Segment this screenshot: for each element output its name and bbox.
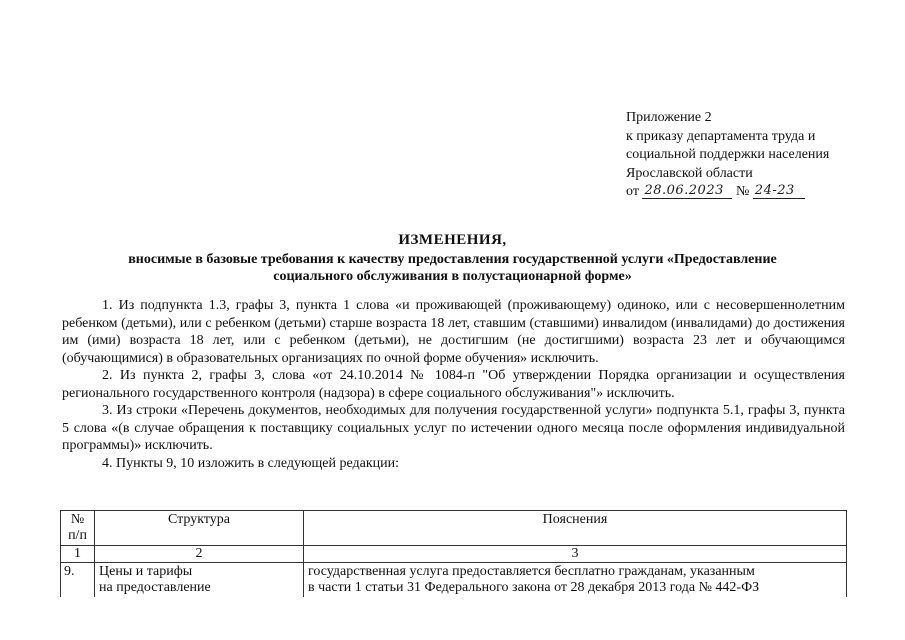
heading-title: ИЗМЕНЕНИЯ,: [398, 232, 507, 248]
paragraph-1: 1. Из подпункта 1.3, графы 3, пункта 1 слова «и проживающей (проживающему) одиноко, или с несовершеннолетним ребенком (детьми), или с ребенком (детьми) старше возраста 18 лет, ставшим (ставшими) инвалидом (инвалидами) до достижения им (ими) возраста 18 лет, или с ребенком (детьми), не достигшим (не достигшими) возраста 23 лет и обучающимся (обучающимися) в образовательных организациях по очной форме обучения» исключить.: [62, 298, 845, 366]
paragraph-2: 2. Из пункта 2, графы 3, слова «от 24.10.2014 № 1084-п "Об утверждении Порядка организации и осуществления регионального государственного контроля (надзора) в сфере социального обслуживания"» исключить.: [62, 368, 845, 401]
changes-table: [60, 510, 847, 597]
header-structure: Структура: [95, 511, 304, 546]
row-structure: Цены и тарифы на предоставление: [95, 563, 304, 598]
appendix-date-line: [626, 183, 886, 202]
heading-subtitle-line-2: социального обслуживания в полустационарной форме»: [273, 269, 632, 284]
table-header-row: [61, 511, 847, 546]
date-prefix: от: [626, 184, 639, 199]
column-number-1: 1: [61, 546, 95, 563]
appendix-line-4: Ярославской области: [626, 165, 753, 181]
body-text: [62, 297, 845, 472]
document-heading: [60, 232, 845, 285]
order-number-field: [753, 183, 805, 199]
header-number: № п/п: [61, 511, 95, 546]
appendix-line-3: социальной поддержки населения: [626, 147, 830, 162]
row-number: 9.: [61, 563, 95, 598]
header-explanation: Пояснения: [304, 511, 847, 546]
column-number-2: 2: [95, 546, 304, 563]
heading-subtitle-line-1: вносимые в базовые требования к качеству предоставления государственной услуги «Предоставление: [128, 252, 777, 267]
row-explanation: государственная услуга предоставляется бесплатно гражданам, указанным в части 1 статьи 31 Федерального закона от 28 декабря 2013 года № 442-ФЗ: [304, 563, 847, 598]
order-date-handwritten: 28.06.2023: [644, 183, 724, 198]
column-number-3: 3: [304, 546, 847, 563]
paragraph-3: 3. Из строки «Перечень документов, необходимых для получения государственной услуги» подпункта 5.1, графы 3, пункта 5 слова «(в случае обращения к поставщику социальных услуг по истечении одного месяца после оформления индивидуальной программы)» исключить.: [62, 403, 845, 453]
order-number-handwritten: 24-23: [754, 183, 795, 198]
table-row: [61, 563, 847, 598]
paragraph-4: 4. Пункты 9, 10 изложить в следующей редакции:: [102, 455, 400, 471]
appendix-line-2: к приказу департамента труда и: [626, 128, 816, 144]
order-date-field: [642, 183, 732, 199]
number-prefix: №: [735, 184, 750, 199]
appendix-block: [626, 109, 886, 202]
table-column-number-row: [61, 546, 847, 563]
appendix-line-1: Приложение 2: [626, 110, 712, 125]
